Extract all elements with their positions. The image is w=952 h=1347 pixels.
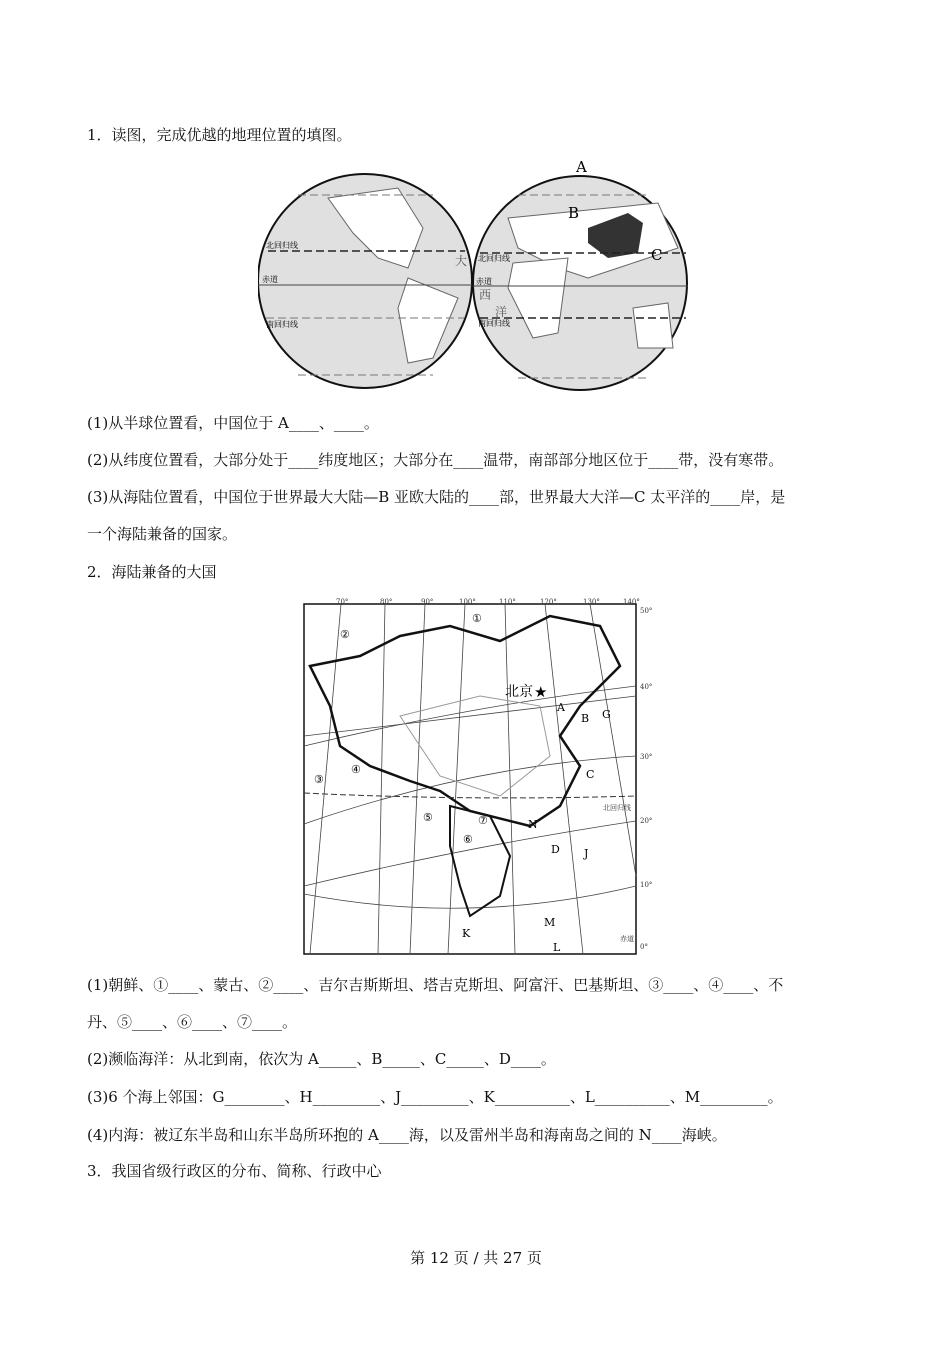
equator-label-east: 赤道 (476, 277, 492, 286)
beijing-star-icon: ★ (534, 683, 548, 701)
lon-110: 110° (499, 598, 516, 606)
equator-label-map: 赤道 (620, 935, 634, 943)
q1-sub2: (2)从纬度位置看，大部分处于____纬度地区；大部分在____温带，南部部分地区位于____带，没有寒带。 (87, 451, 784, 469)
letter-l: L (553, 941, 561, 954)
lon-90: 90° (421, 598, 434, 606)
lat-30: 30° (640, 753, 653, 761)
question-2-title: 2．海陆兼备的大国 (87, 563, 217, 581)
hemispheres-figure (258, 158, 694, 402)
marker-3: ③ (314, 773, 324, 786)
lon-70: 70° (336, 598, 349, 606)
marker-7: ⑦ (478, 814, 488, 827)
question-1-title: 1．读图，完成优越的地理位置的填图。 (87, 126, 352, 144)
letter-g: G (602, 708, 611, 721)
letter-j: J (584, 847, 589, 860)
ocean-char-1: 大 (455, 254, 468, 268)
eastern-hemisphere (473, 158, 688, 390)
lon-100: 100° (459, 598, 476, 606)
lon-130: 130° (583, 598, 600, 606)
q1-sub3a: (3)从海陆位置看，中国位于世界最大大陆—B 亚欧大陆的____部，世界最大大洋—C 太平洋的____岸，是 (87, 488, 786, 506)
q2-sub1b: 丹、⑤____、⑥____、⑦____。 (87, 1013, 298, 1031)
label-a: A (576, 158, 587, 176)
q2-sub3: (3)6 个海上邻国：G________、H_________、J_________、K__________、L__________、M_________。 (87, 1088, 783, 1106)
tropic-n-label: 北回归线 (266, 241, 298, 250)
question-3-title: 3．我国省级行政区的分布、简称、行政中心 (87, 1162, 382, 1180)
letter-n: N (528, 818, 538, 831)
marker-6: ⑥ (463, 833, 473, 846)
letter-c: C (586, 768, 595, 781)
page-footer: 第 12 页 / 共 27 页 (410, 1249, 542, 1267)
tropic-s-label-east: 南回归线 (478, 319, 510, 328)
marker-4: ④ (351, 763, 361, 776)
marker-1: ① (472, 612, 482, 625)
lat-10: 10° (640, 881, 653, 889)
ocean-char-2: 西 (479, 288, 492, 302)
lon-140: 140° (623, 598, 640, 606)
q1-sub3b: 一个海陆兼备的国家。 (87, 525, 238, 543)
letter-m: M (544, 916, 556, 929)
lat-20: 20° (640, 817, 653, 825)
letter-k: K (462, 927, 471, 940)
lat-0: 0° (640, 943, 648, 951)
beijing-label: 北京 (505, 684, 533, 700)
china-neighbors-map (300, 596, 660, 958)
lat-50: 50° (640, 607, 653, 615)
lat-40: 40° (640, 683, 653, 691)
label-c: C (651, 246, 663, 264)
q2-sub2: (2)濒临海洋：从北到南，依次为 A_____、B_____、C_____、D____。 (87, 1050, 556, 1068)
equator-label: 赤道 (262, 275, 278, 284)
letter-d: D (551, 843, 560, 856)
tropic-n-label-east: 北回归线 (478, 254, 510, 263)
tropic-s-label: 南回归线 (266, 320, 298, 329)
lon-80: 80° (380, 598, 393, 606)
q2-sub4: (4)内海：被辽东半岛和山东半岛所环抱的 A____海，以及雷州半岛和海南岛之间的 N____海峡。 (87, 1126, 727, 1144)
letter-b: B (581, 712, 590, 725)
q2-sub1a: (1)朝鲜、①____、蒙古、②____、吉尔吉斯斯坦、塔吉克斯坦、阿富汗、巴基斯坦、③____、④____、不 (87, 976, 784, 994)
marker-5: ⑤ (423, 811, 433, 824)
q1-sub1: (1)从半球位置看，中国位于 A____、____。 (87, 414, 379, 432)
letter-a: A (557, 701, 565, 714)
western-hemisphere (258, 174, 472, 388)
lon-120: 120° (540, 598, 557, 606)
tropic-label: 北回归线 (603, 804, 631, 812)
marker-2: ② (340, 628, 350, 641)
ocean-char-3: 洋 (495, 305, 508, 319)
label-b: B (568, 204, 580, 222)
